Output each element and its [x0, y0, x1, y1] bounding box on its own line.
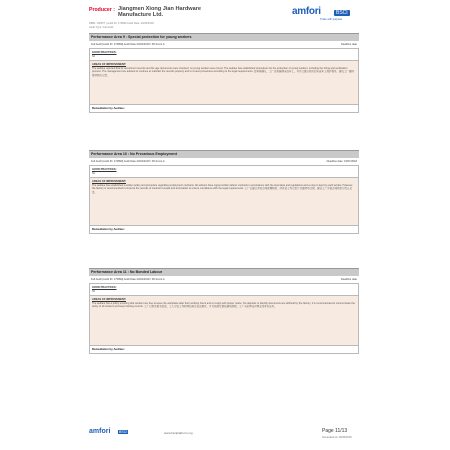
audit-meta [89, 22, 154, 29]
section-title: Performance Area 9 : Special protection for young workers [89, 33, 359, 41]
areas-of-improvement-box [89, 178, 359, 226]
performance-area-9 [89, 33, 359, 113]
good-practices-label: GOOD PRACTICES: [92, 168, 117, 171]
performance-area-10 [89, 150, 359, 234]
areas-of-improvement-label: AREAS OF IMPROVEMENT: [92, 180, 127, 183]
section-subheader [89, 158, 359, 165]
deadline: Deadline date [340, 278, 357, 281]
good-practices-text: Nil [92, 289, 95, 293]
section-title: Performance Area 11 : No Bonded Labour [89, 268, 359, 276]
producer-name: Jiangmen Xiong Jian Hardware Manufacture Ltd. [118, 6, 201, 19]
performance-area-11 [89, 268, 359, 354]
logo-word: amfori [292, 6, 321, 17]
good-practices-box [89, 48, 359, 61]
section-subheader [89, 276, 359, 283]
audit-ref: Full Audit [Audit ID: 173890] Audit Date 20/04/2018 / PA Score A [91, 160, 165, 163]
areas-of-improvement-text: The auditee has established a written policy and procedure regarding employment contracts. All workers have signed written labour contracts in accordance with the local laws and regulations and a copy is kept by each worker. However, the factory is recommended to improve the records of contract renewal and termination to ensure compliance with the legal requirements. 工厂已建立劳动合同管理制度，所有员工均已签订书面劳动合同，建议工厂完善合同续签与终止记录。 [92, 183, 353, 194]
good-practices-box [89, 283, 359, 296]
areas-of-improvement-text: The auditee has a policy ensuring that workers are free to leave the workplace after their working hours and to resign with proper notice. No deposits or identity documents are withheld by the factory. It is recommended to communicate the policy to all workers and keep training records. 工厂已制定相关政策，工人可在工作时间结束后自由离开，且可按规定提前通知辞职，工厂未扣押任何押金或身份证件。 [92, 301, 355, 309]
logo-subtitle: Trade with purpose [320, 18, 343, 21]
footer-logo-word: amfori [89, 428, 111, 435]
good-practices-label: GOOD PRACTICES: [92, 286, 117, 289]
logo-badge: BSCI [336, 10, 348, 16]
section-title: Performance Area 10 : No Precarious Employment [89, 150, 359, 158]
deadline: Deadline date: 19/07/2018 [326, 160, 357, 163]
remediation-label: Remediation by Auditee: [89, 346, 359, 354]
footer-url: www.bsciplatform.org [164, 431, 193, 435]
good-practices-text: Nil [92, 171, 95, 175]
report-header [86, 4, 362, 34]
page-number: Page 11/13 [322, 428, 348, 434]
section-subheader [89, 41, 359, 48]
amfori-logo [292, 6, 358, 22]
good-practices-box [89, 165, 359, 178]
areas-of-improvement-label: AREAS OF IMPROVEMENT: [92, 298, 127, 301]
areas-of-improvement-label: AREAS OF IMPROVEMENT: [92, 63, 127, 66]
areas-of-improvement-box [89, 61, 359, 105]
remediation-label: Remediation by Auditee: [89, 226, 359, 234]
good-practices-text: Nil [92, 54, 95, 58]
audit-ref: Full Audit [Audit ID: 173890] Audit Date 20/04/2018 / PA Score A [91, 43, 165, 46]
areas-of-improvement-text: The auditee reported that its recruitment records and the age documents were checked; no young workers were found. The auditee has established procedures for the protection of young workers, including the hiring and verification process. The management are advised to continue to maintain the records properly and to review procedures according to the legal requirements. 经审核确认，工厂没有雇佣未成年工，并且已建立相关的未成年工保护程序，建议工厂继续保持相关记录。 [92, 66, 354, 77]
areas-of-improvement-box [89, 296, 359, 346]
remediation-label: Remediation by Auditee: [89, 105, 359, 113]
producer-label: Producer : [89, 7, 115, 13]
audit-ref: Full Audit [Audit ID: 173890] Audit Date 20/04/2018 / PA Score A [91, 278, 165, 281]
good-practices-label: GOOD PRACTICES: [92, 51, 117, 54]
audit-meta-line1: DBID: 156877 | Audit ID: 173890 Audit Date: 20/04/2018 [89, 22, 154, 25]
report-page [86, 0, 362, 450]
audit-meta-line2: Audit Type: Full Audit [89, 25, 114, 29]
deadline: Deadline date [340, 43, 357, 46]
generated-date: Generated on 16/05/2018 [322, 436, 352, 439]
footer-logo-badge: BSCI [119, 430, 128, 434]
report-footer [86, 424, 362, 448]
